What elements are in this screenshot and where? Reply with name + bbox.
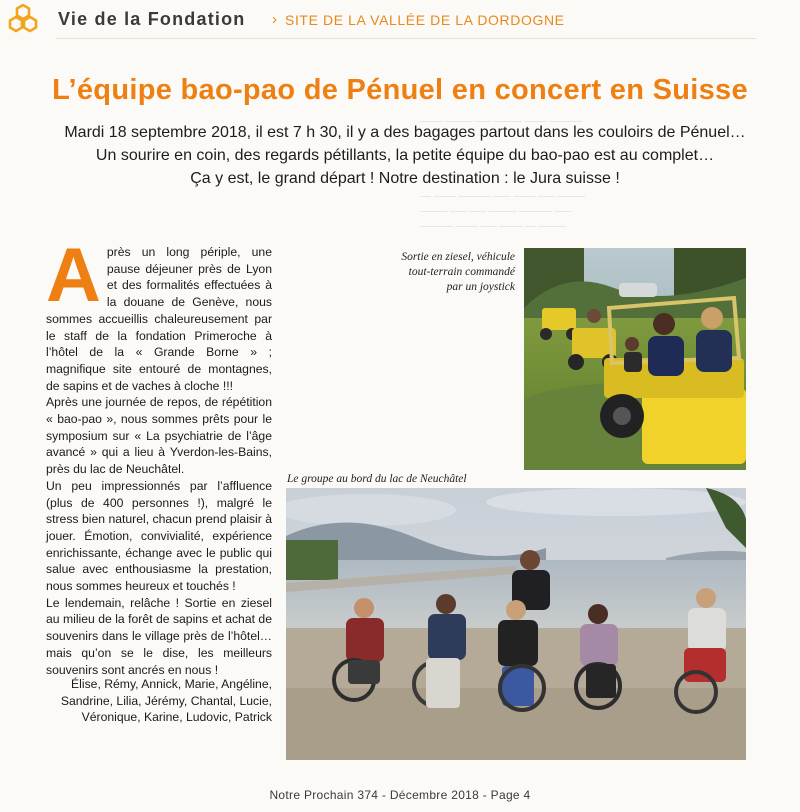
intro-line: Un sourire en coin, des regards pétillants, la petite équipe du bao-pao est au complet… xyxy=(95,147,715,164)
article-paragraph: Un peu impressionnés par l’affluence (plus de 400 personnes !), malgré le stress bien naturel, chacun prend plaisir à jouer. Émotion, convivialité, expérience enrichissante, échange avec le public qui salue avec enthousiasme la prestation, nous sommes heureux et touchés ! xyxy=(46,478,272,594)
article-paragraph: près un long périple, une pause déjeuner près de Lyon et des formalités effectuées à la douane de Genève, nous sommes accueillis chaleureusement par le staff de la fondation Primeroche à l’hôtel de la « Grande Borne » ; magnifique site entouré de montagnes, de sapins et de vaches à cloche !!! xyxy=(46,245,272,393)
header-divider xyxy=(56,38,756,39)
photo-caption-ziesel: Sortie en ziesel, véhicule tout-terrain commandé par un joystick xyxy=(401,251,515,293)
photo-group-lake xyxy=(286,488,746,760)
chevron-right-icon: › xyxy=(272,11,277,28)
page-header xyxy=(0,0,800,40)
intro-line: Ça y est, le grand départ ! Notre destination : le Jura suisse ! xyxy=(190,170,620,187)
drop-cap: A xyxy=(46,233,101,318)
article-signatures: Élise, Rémy, Annick, Marie, Angéline, Sandrine, Lilia, Jérémy, Chantal, Lucie, Véronique, Karine, Ludovic, Patrick xyxy=(60,677,272,725)
page-footer: Notre Prochain 374 - Décembre 2018 - Page 4 xyxy=(269,788,531,802)
bleed-through-texture: ____ _____ ___ _____ ____ ______ __ ____ ______ ___ ____ ___ _____ _____ ___ ___ _____ ______ ___ ______ ____ ___ ____ __ _____ xyxy=(420,111,585,228)
section-subtitle: SITE DE LA VALLÉE DE LA DORDOGNE xyxy=(285,12,565,28)
article-body xyxy=(46,233,272,678)
article-paragraph: Après une journée de repos, de répétition « bao-pao », nous sommes prêts pour le symposium sur « La psychiatrie de l’âge avancé » qui a lieu à Yverdon-les-Bains, près du lac de Neuchâtel. xyxy=(46,395,272,477)
intro-line: Mardi 18 septembre 2018, il est 7 h 30, il y a des bagages partout dans les couloirs de Pénuel… xyxy=(64,124,746,141)
honeycomb-logo-icon xyxy=(6,4,40,38)
article-headline: L’équipe bao-pao de Pénuel en concert en Suisse xyxy=(52,74,748,106)
section-title: Vie de la Fondation xyxy=(58,9,246,29)
article-paragraph: Le lendemain, relâche ! Sortie en ziesel au milieu de la forêt de sapins et achat de souvenirs dans le village près de l’hôtel… mais qu’on se le dise, les meilleurs souvenirs sont ancrés en nous ! xyxy=(46,595,272,677)
photo-ziesel-outing xyxy=(524,248,746,470)
article-intro xyxy=(60,121,750,190)
photo-caption-lake: Le groupe au bord du lac de Neuchâtel xyxy=(287,473,467,485)
